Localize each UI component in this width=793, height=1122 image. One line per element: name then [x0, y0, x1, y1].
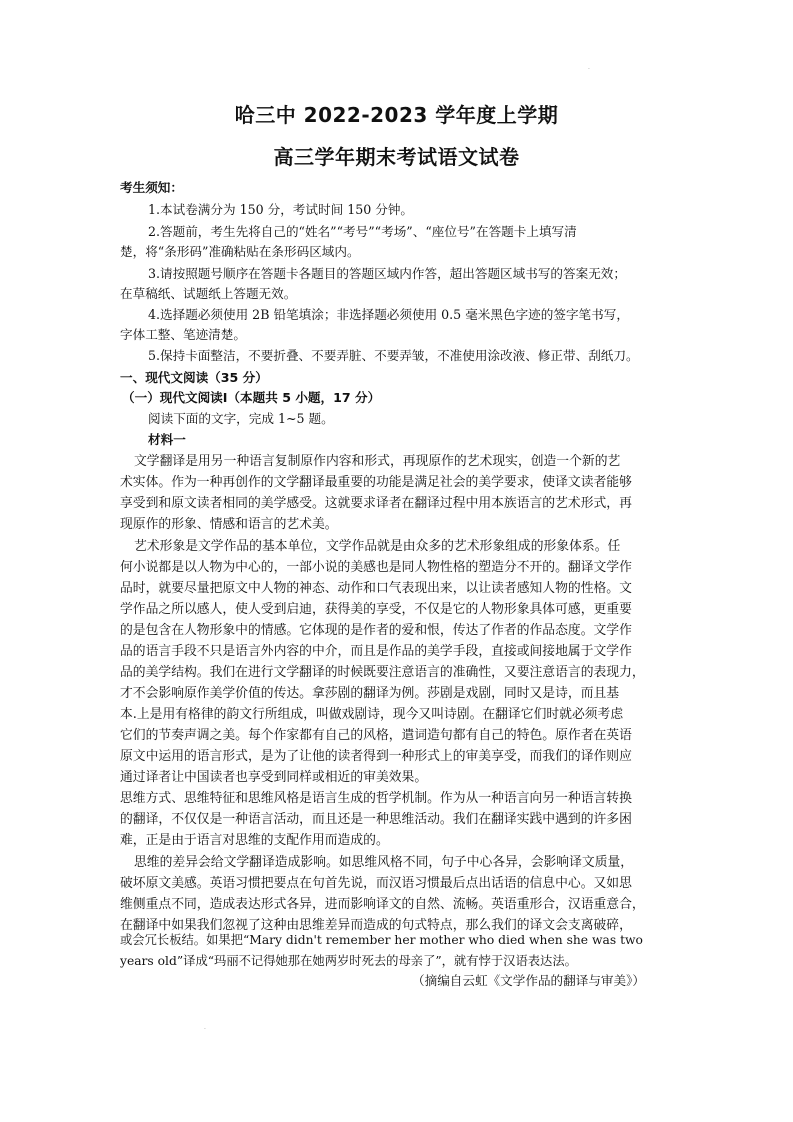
passage-source: （摘编自云虹《文学作品的翻译与审美》）: [412, 973, 645, 988]
instruction-item: 3.请按照题号顺序在答题卡各题目的答题区域内作答，超出答题区域书写的答案无效；: [148, 266, 626, 281]
instructions-heading: 考生须知：: [120, 180, 183, 195]
passage-line: 艺术形象是文学作品的基本单位，文学作品就是由众多的艺术形象组成的形象体系。任: [134, 539, 621, 554]
passage-line: 现原作的形象、情感和语言的艺术美。: [120, 517, 338, 532]
passage-line: 思维的差异会给文学翻译造成影响。如思维风格不同，句子中心各异，会影响译文质量，: [134, 855, 634, 870]
passage-line: 文学翻译是用另一种语言复制原作内容和形式，再现原作的艺术现实，创造一个新的艺: [134, 454, 621, 469]
scan-speck: ·: [204, 1026, 206, 1033]
subsection-heading: （一）现代文阅读Ⅰ（本题共 5 小题，17 分）: [122, 390, 381, 405]
reading-prompt: 阅读下面的文字，完成 1~5 题。: [148, 411, 334, 426]
passage-line: 维侧重点不同，造成表达形式各异，进而影响译文的自然、流畅。英语重形合，汉语重意合，: [120, 897, 645, 912]
passage-line: 术实体。作为一种再创作的文学翻译最重要的功能是满足社会的美学要求，使译文读者能够: [120, 475, 632, 490]
passage-line: 品的语言手段不只是语言外内容的中介，而且是作品的美学手段，直接或间接地属于文学作: [120, 644, 632, 659]
passage-line: 难，正是由于语言对思维的支配作用而造成的。: [120, 833, 389, 848]
passage-line: 原文中运用的语言形式，是为了让他的读者得到一种形式上的审美享受，而我们的译作则应: [120, 749, 632, 764]
instruction-item: 1.本试卷满分为 150 分，考试时间 150 分钟。: [148, 202, 414, 217]
instruction-item: 2.答题前，考生先将自己的“姓名”“考号”“考场”、“座位号”在答题卡上填写清: [148, 224, 577, 239]
instruction-item: 5.保持卡面整洁，不要折叠、不要弄脏、不要弄皱，不准使用涂改液、修正带、刮纸刀。: [148, 348, 639, 363]
passage-line: 的是包含在人物形象中的情感。它体现的是作者的爱和恨，传达了作者的作品态度。文学作: [120, 623, 632, 638]
section-heading: 一、现代文阅读（35 分）: [120, 370, 268, 385]
passage-line: 在翻译中如果我们忽视了这种由思维差异而造成的句式特点，那么我们的译文会支离破碎，: [120, 918, 632, 933]
instruction-item: 字体工整、笔迹清楚。: [120, 327, 246, 342]
exam-title: 哈三中 2022-2023 学年度上学期: [234, 103, 559, 127]
instruction-item: 在草稿纸、试题纸上答题无效。: [120, 286, 297, 301]
passage-line: 或会冗长板结。如果把“Mary didn't remember her mother who died when she was two: [120, 933, 643, 947]
passage-line: 本.上是用有格律的韵文行所组成，叫做戏剧诗，现今又叫诗剧。在翻译它们时就必须考虑: [120, 707, 624, 722]
passage-line: 何小说都是以人物为中心的，一部小说的美感也是同人物性格的塑造分不开的。翻译文学作: [120, 560, 632, 575]
passage-line: 思维方式、思维特征和思维风格是语言生成的哲学机制。作为从一种语言向另一种语言转换: [120, 791, 632, 806]
scan-speck: ·: [588, 66, 590, 73]
exam-subtitle: 高三学年期末考试语文试卷: [273, 145, 520, 169]
passage-line: 的翻译，不仅仅是一种语言活动，而且还是一种思维活动。我们在翻译实践中遇到的许多困: [120, 812, 632, 827]
material-label: 材料一: [148, 432, 186, 447]
passage-line: 享受到和原文读者相同的美学感受。这就要求译者在翻译过程中用本族语言的艺术形式，再: [120, 496, 632, 511]
passage-line: 它们的节奏声调之美。每个作家都有自己的风格，遣词造句都有自己的特色。原作者在英语: [120, 728, 632, 743]
instruction-item: 楚，将“条形码”准确粘贴在条形码区域内。: [120, 244, 360, 259]
passage-line: 学作品之所以感人，使人受到启迪，获得美的享受，不仅是它的人物形象具体可感，更重要: [120, 602, 632, 617]
passage-line: 通过译者让中国读者也享受到同样或相近的审美效果。: [120, 770, 428, 785]
passage-line: years old”译成“玛丽不记得她那在她两岁时死去的母亲了”，就有悖于汉语表达法。: [120, 954, 577, 968]
instruction-item: 4.选择题必须使用 2B 铅笔填涂；非选择题必须使用 0.5 毫米黑色字迹的签字笔书写，: [148, 307, 629, 322]
passage-line: 品的美学结构。我们在进行文学翻译的时候既要注意语言的准确性，又要注意语言的表现力，: [120, 665, 645, 680]
passage-line: 品时，就要尽量把原文中人物的神态、动作和口气表现出来，以让读者感知人物的性格。文: [120, 581, 632, 596]
passage-line: 才不会影响原作美学价值的传达。拿莎剧的翻译为例。莎剧是戏剧，同时又是诗，而且基: [120, 686, 620, 701]
passage-line: 破坏原文美感。英语习惯把要点在句首先说，而汉语习惯最后点出话语的信息中心。又如思: [120, 876, 632, 891]
